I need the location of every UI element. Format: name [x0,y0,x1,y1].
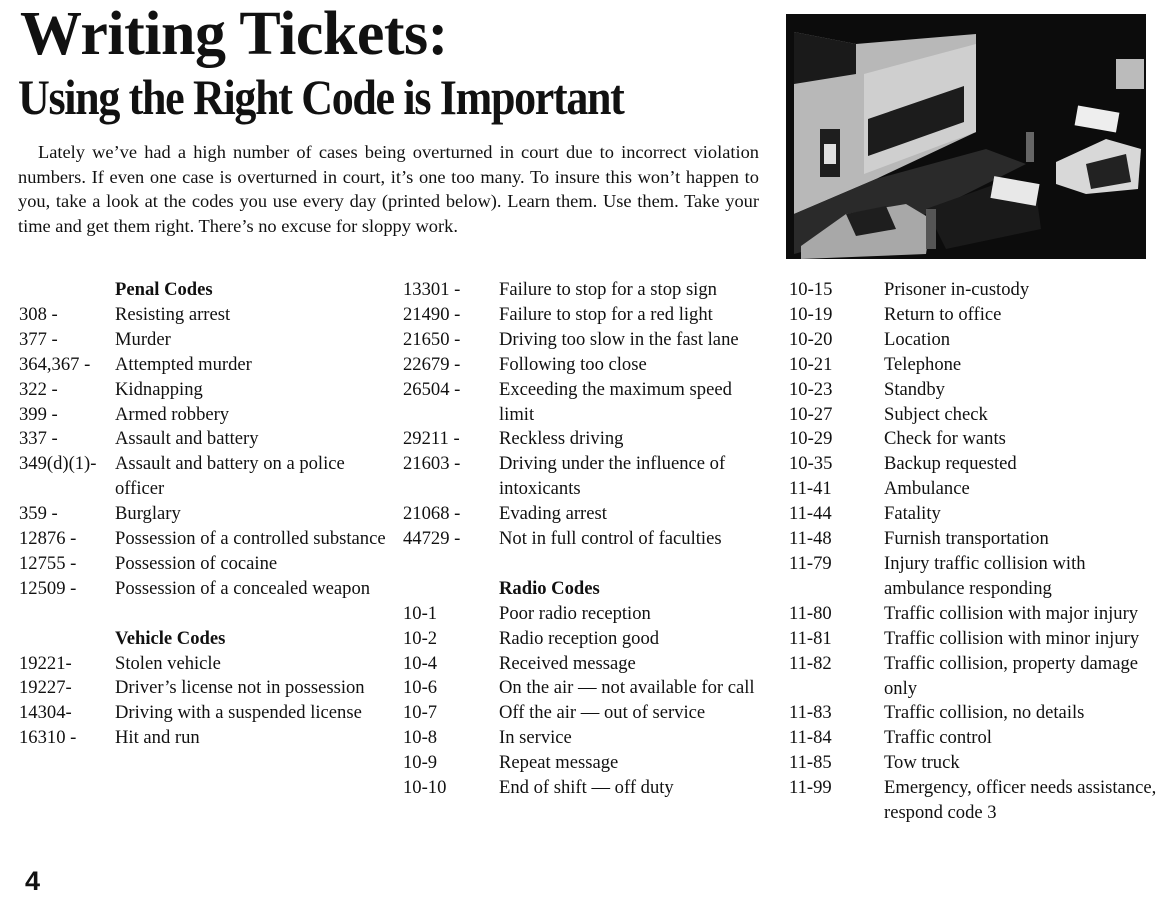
code-number: 10-35 [789,453,833,475]
code-description: Burglary [115,503,181,525]
code-description: Repeat message [499,752,619,774]
code-number: 21603 - [403,453,461,475]
code-entry [19,577,389,602]
code-description: Subject check [884,403,988,425]
code-entry [403,427,763,452]
code-number: 10-15 [789,279,833,300]
code-description: Radio reception good [499,627,660,649]
code-description: In service [499,727,572,749]
code-entry [403,776,763,801]
code-description: Exceeding the maximum speed limit [499,378,732,425]
code-description: Poor radio reception [499,602,651,624]
vehicle-codes-list [19,652,389,752]
code-number: 10-7 [403,702,438,724]
code-description: Received message [499,652,636,674]
radio-codes-list-continued [789,278,1159,826]
code-description: Driving under the influence of intoxicants [499,453,726,500]
code-description: Check for wants [884,428,1006,450]
code-description: Traffic collision with minor injury [884,627,1140,649]
code-description: Attempted murder [115,353,252,375]
code-number: 10-6 [403,677,438,699]
code-entry [19,328,389,353]
code-entry [789,602,1159,627]
code-description: Traffic collision with major injury [884,602,1139,624]
radio-codes-list [403,602,763,801]
code-description: Armed robbery [115,403,230,425]
code-number: 10-19 [789,303,833,325]
code-entry [789,701,1159,726]
code-number: 11-81 [789,627,832,649]
code-number: 11-41 [789,478,832,500]
code-entry [19,726,389,751]
column-1 [19,278,389,751]
code-description: Not in full control of faculties [499,528,722,550]
code-entry [403,726,763,751]
code-entry [19,502,389,527]
code-number: 10-4 [403,652,438,674]
code-description: Off the air — out of service [499,702,706,724]
code-entry [789,776,1159,826]
code-description: Possession of cocaine [115,552,278,574]
intro-paragraph: Lately we’ve had a high number of cases being overturned in court due to incorrect violation numbers. If even one case is overturned in court, it’s one too many. To insure this won’t happen to you, take a look at the codes you use every day (printed below). Learn them. Use them. Take your time and get them right. There’s no excuse for sloppy work. [18,142,759,236]
code-entry [789,751,1159,776]
code-description: Backup requested [884,453,1017,475]
code-entry [19,452,389,502]
code-number: 10-10 [403,777,447,799]
code-number: 21068 - [403,503,461,525]
code-number: 10-29 [789,428,833,450]
code-number: 10-2 [403,627,438,649]
code-description: Murder [115,328,171,350]
code-entry [403,378,763,428]
code-description: Assault and battery on a police officer [115,453,345,500]
code-description: Stolen vehicle [115,652,221,674]
code-entry [403,627,763,652]
code-entry [789,427,1159,452]
code-entry [19,527,389,552]
code-entry [789,552,1159,602]
code-description: Failure to stop for a red light [499,303,713,325]
code-entry [789,403,1159,428]
code-number: 359 - [19,503,58,525]
code-entry [789,627,1159,652]
code-description: Telephone [884,353,962,375]
section-heading-row [19,627,389,652]
code-number: 11-79 [789,552,832,574]
code-number: 377 - [19,328,58,350]
code-number: 11-85 [789,752,832,774]
code-entry [19,676,389,701]
code-entry [403,602,763,627]
code-number: 322 - [19,378,58,400]
penal-codes-list [19,303,389,602]
code-number: 10-1 [403,602,438,624]
code-description: Reckless driving [499,428,624,450]
code-entry [789,527,1159,552]
code-entry [789,278,1159,303]
code-number: 21650 - [403,328,461,350]
vehicle-codes-list-continued [403,278,763,552]
code-description: Assault and battery [115,428,259,450]
code-number: 14304- [19,702,72,724]
code-description: Fatality [884,503,941,525]
code-entry [403,278,763,303]
code-entry [403,353,763,378]
code-entry [403,452,763,502]
code-entry [789,652,1159,702]
code-description: Location [884,328,951,350]
section-heading-row [19,278,389,303]
code-entry [19,378,389,403]
code-entry [403,652,763,677]
code-description: Possession of a controlled substance [115,528,386,550]
code-number: 29211 - [403,428,460,450]
code-entry [403,676,763,701]
code-entry [19,427,389,452]
code-entry [403,328,763,353]
code-entry [789,502,1159,527]
code-description: Resisting arrest [115,303,231,325]
code-number: 22679 - [403,353,461,375]
code-number: 11-82 [789,652,832,674]
code-description: Driving too slow in the fast lane [499,328,739,350]
column-3 [789,278,1159,826]
code-description: Traffic control [884,727,992,749]
code-description: Following too close [499,353,647,375]
code-description: Return to office [884,303,1002,325]
section-heading-row [403,577,763,602]
code-entry [403,751,763,776]
code-description: Possession of a concealed weapon [115,577,371,599]
code-description: Tow truck [884,752,960,774]
code-entry [789,378,1159,403]
article-title: Writing Tickets: [20,0,448,68]
code-entry [789,726,1159,751]
code-number: 11-83 [789,702,832,724]
penal-codes-heading: Penal Codes [115,279,213,300]
code-description: Ambulance [884,478,970,500]
code-entry [19,701,389,726]
code-number: 16310 - [19,727,77,749]
code-description: Hit and run [115,727,200,749]
code-description: Driving with a suspended license [115,702,362,724]
code-number: 13301 - [403,279,461,300]
page-number: 4 [25,866,41,896]
code-number: 21490 - [403,303,461,325]
column-2 [403,278,763,801]
code-number: 44729 - [403,528,461,550]
code-number: 349(d)(1)- [19,453,97,475]
code-number: 11-48 [789,528,832,550]
code-description: Injury traffic collision with ambulance responding [884,552,1086,599]
code-description: Traffic collision, property damage only [884,652,1139,699]
code-entry [19,403,389,428]
code-entry [789,353,1159,378]
code-number: 337 - [19,428,58,450]
code-number: 308 - [19,303,58,325]
code-entry [19,652,389,677]
code-number: 12509 - [19,577,77,599]
code-entry [789,477,1159,502]
code-description: Emergency, officer needs assistance, respond code 3 [884,777,1157,824]
vehicle-codes-heading: Vehicle Codes [115,627,226,649]
code-number: 11-80 [789,602,832,624]
code-description: Furnish transportation [884,528,1049,550]
code-description: Kidnapping [115,378,203,400]
code-number: 10-21 [789,353,833,375]
article-subtitle: Using the Right Code is Important [18,69,624,125]
code-number: 12755 - [19,552,77,574]
code-number: 19221- [19,652,72,674]
code-description: Failure to stop for a stop sign [499,279,717,300]
code-number: 10-20 [789,328,833,350]
code-entry [403,502,763,527]
code-entry [789,452,1159,477]
code-description: Evading arrest [499,503,607,525]
code-number: 399 - [19,403,58,425]
code-description: Standby [884,378,945,400]
police-cars-photo [786,14,1146,259]
code-number: 10-9 [403,752,438,774]
code-number: 19227- [19,677,72,699]
code-entry [403,527,763,552]
code-entry [789,328,1159,353]
radio-codes-heading: Radio Codes [499,577,600,599]
code-entry [19,303,389,328]
code-number: 10-8 [403,727,438,749]
code-entry [789,303,1159,328]
code-entry [19,353,389,378]
code-number: 26504 - [403,378,461,400]
code-description: Driver’s license not in possession [115,677,365,699]
code-number: 11-44 [789,503,832,525]
code-number: 364,367 - [19,353,91,375]
code-description: End of shift — off duty [499,777,674,799]
code-number: 10-23 [789,378,833,400]
code-entry [19,552,389,577]
code-number: 11-99 [789,777,832,799]
code-description: Prisoner in-custody [884,279,1030,300]
code-number: 11-84 [789,727,832,749]
code-description: Traffic collision, no details [884,702,1085,724]
code-number: 12876 - [19,528,77,550]
code-description: On the air — not available for call [499,677,755,699]
code-entry [403,303,763,328]
police-cars-street-photo-icon [786,14,1146,259]
code-number: 10-27 [789,403,833,425]
code-entry [403,701,763,726]
